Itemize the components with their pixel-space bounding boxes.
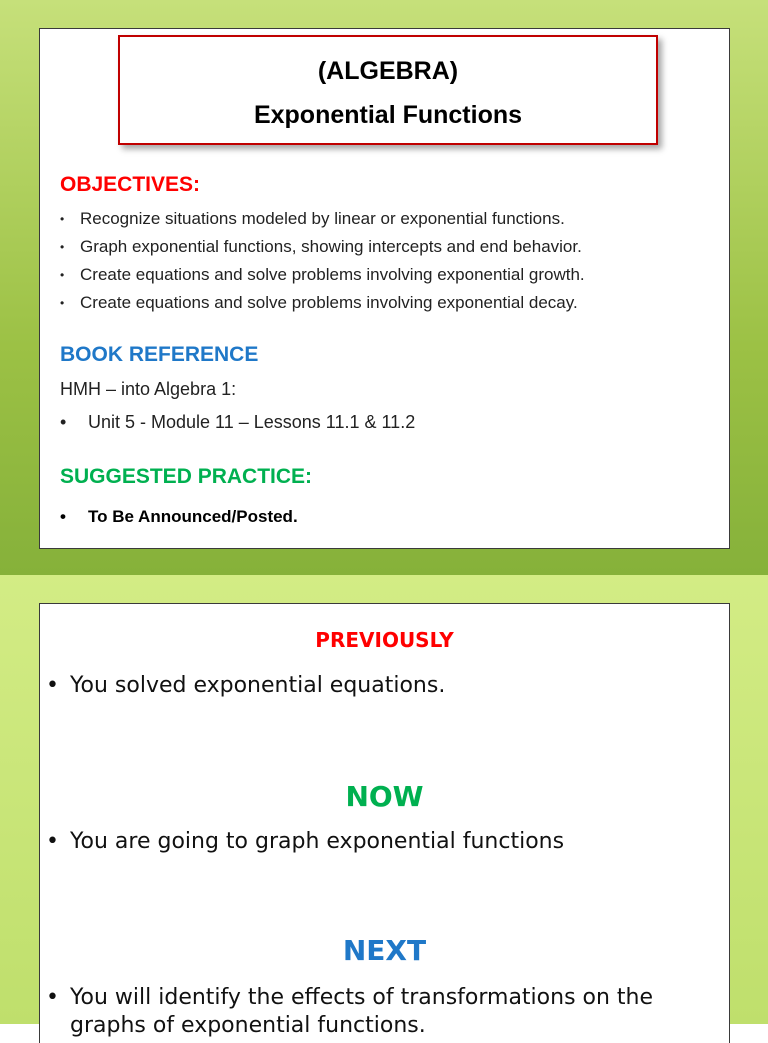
next-heading: NEXT xyxy=(342,934,427,967)
objectives-heading: OBJECTIVES: xyxy=(60,173,201,196)
bullet: • xyxy=(60,212,65,226)
title-topic: Exponential Functions xyxy=(253,101,523,129)
suggested-practice-heading: SUGGESTED PRACTICE: xyxy=(60,465,313,488)
objectives-list xyxy=(58,207,585,319)
title-subject: (ALGEBRA) xyxy=(317,57,459,85)
book-reference-list xyxy=(58,409,415,435)
list-item: • You are going to graph exponential functions xyxy=(46,829,565,854)
list-item: • You solved exponential equations. xyxy=(46,673,446,698)
list-item: • You will identify the effects of transformations on the graphs of exponential functions. xyxy=(46,985,654,1038)
slide-2 xyxy=(39,603,730,1043)
book-reference-heading: BOOK REFERENCE xyxy=(60,343,259,366)
list-item: • Create equations and solve problems involving exponential decay. xyxy=(58,291,585,319)
bullet: • xyxy=(60,412,67,432)
now-heading: NOW xyxy=(345,780,424,813)
previously-list xyxy=(46,672,719,700)
bullet: • xyxy=(60,507,66,526)
bullet: • xyxy=(46,829,59,854)
bullet: • xyxy=(60,296,65,310)
list-item: • Unit 5 - Module 11 – Lessons 11.1 & 11.2 xyxy=(58,409,415,435)
bullet: • xyxy=(60,240,65,254)
next-list xyxy=(46,984,719,1040)
suggested-practice-list xyxy=(58,504,298,530)
previously-heading: PREVIOUSLY xyxy=(315,628,454,652)
slide-1 xyxy=(39,28,730,549)
bullet: • xyxy=(46,985,59,1010)
book-reference-text: HMH – into Algebra 1: xyxy=(60,379,237,399)
list-item: • Create equations and solve problems involving exponential growth. xyxy=(58,263,585,291)
list-item: • Recognize situations modeled by linear or exponential functions. xyxy=(58,207,585,235)
list-item: • Graph exponential functions, showing intercepts and end behavior. xyxy=(58,235,585,263)
now-list xyxy=(46,828,719,856)
list-item: • To Be Announced/Posted. xyxy=(58,504,298,530)
title-box xyxy=(118,35,658,145)
bullet: • xyxy=(46,673,59,698)
bullet: • xyxy=(60,268,65,282)
